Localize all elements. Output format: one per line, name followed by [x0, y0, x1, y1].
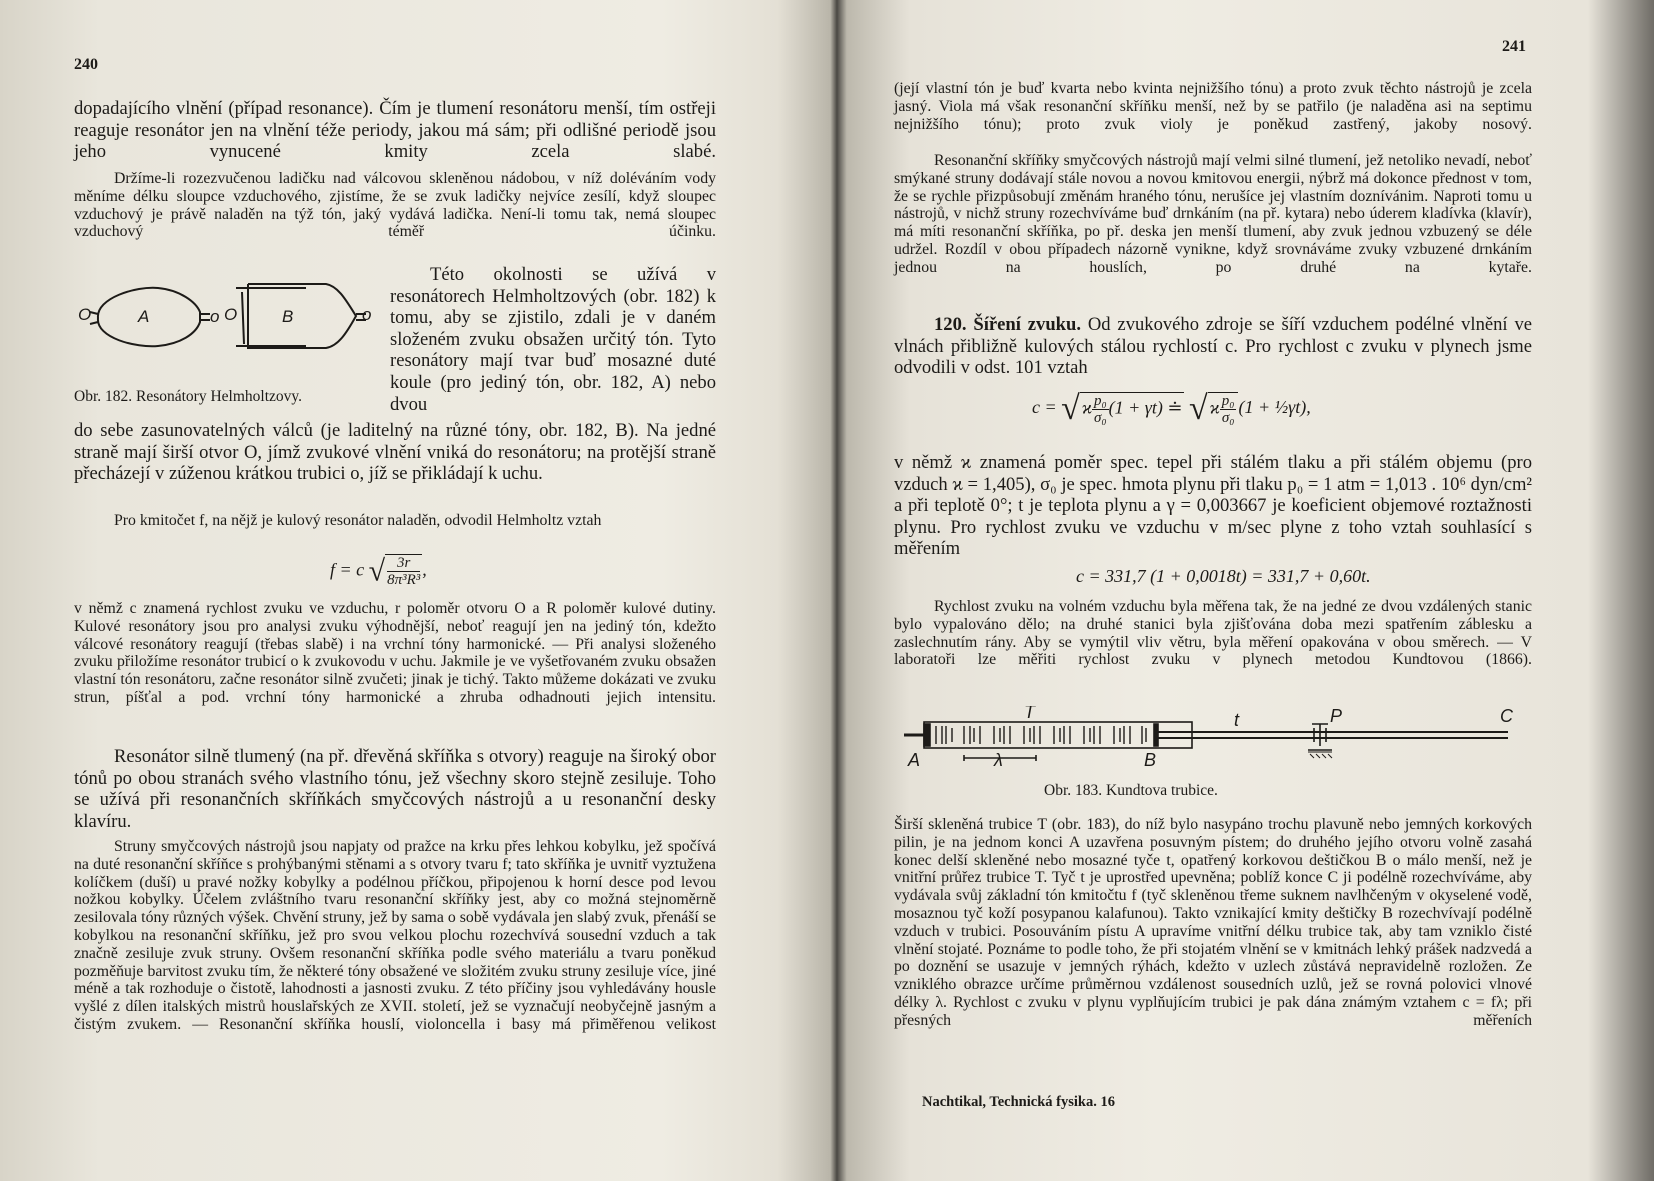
right-page: [812, 0, 1654, 1181]
label-o: o: [362, 305, 372, 324]
paragraph: Resonátor silně tlumený (na př. dřevěná skříňka s otvory) reaguje na široký obor tónů po obou stranách svého vlastního tónu, jež všechny skoro stejně zesiluje. Toho se užívá při resonančních skříňkách smyčcových nástrojů a u resonanční desky klavíru.: [74, 746, 716, 832]
sound-speed-formula: c = √ ϰ $\frac{\text{p₀}}{\text{σ₀}}(1 + \gamma t)$ ≐ √ ϰ $\frac{\text{p₀}}{\text{σ₀}} (1$ + ½γt),: [1032, 390, 1311, 427]
label-P: P: [1330, 706, 1343, 726]
paragraph: Širší skleněná trubice T (obr. 183), do níž bylo nasypáno trochu plavuně nebo jemných korkových pilin, je na jednom konci A uzavřena posuvným pístem; do druhého jejího otvoru volně zasahá konec delší skleněné nebo mosazné tyče t, opatřený korkovou deštičkou B o málo menší, než je vnitřní průřez trubice T. Tyč t je uprostřed upevněna; poblíž konce C ji podélně rozechvíváme, aby vydávala svůj základní tón kmitočtu f (tyč skleněnou třeme suknem navlhčeným v okyselené vodě, mosaznou tyč koží posypanou kalafunou). Takto vznikající kmity deštičky B rozechvívají podélně vzduch v trubici. Posouváním pístu A upravíme vnitřní délku trubice tak, aby tam vzniklo čisté vlnění stojaté. Poznáme to podle toho, že při stojatém vlnění se v kmitnách lehký prášek nadzvedá a po doznění se usazuje v jemných rýhách, kdežto v uzlech zůstává nepravidelně rozložen. Ze vzniklého obrazce určíme průměrnou vzdálenost sousedních uzlů, jež se rovná polovici vlnové délky λ. Rychlost c zvuku v plynu vyplňujícím trubici je pak dána známým vztahem c = fλ; při přesných měřeních: [894, 816, 1532, 1029]
section-paragraph: 120. Šíření zvuku. Od zvukového zdroje se šíří vzduchem podélné vlnění ve vlnách přibližně kulových stálou rychlostí c. Pro rychlost c zvuku v plynech jsme odvodili v odst. 101 vztah: [894, 314, 1532, 379]
figure-caption: Obr. 183. Kundtova trubice.: [1044, 782, 1218, 799]
paragraph: Pro kmitočet f, na nějž je kulový resonátor naladěn, odvodil Helmholtz vztah: [114, 512, 602, 529]
label-T: T: [1024, 706, 1035, 722]
disc-B: [1154, 724, 1158, 746]
label-O: O: [78, 305, 92, 324]
page-number: 241: [1502, 38, 1526, 55]
paragraph: v němž ϰ znamená poměr spec. tepel při stálém tlaku a při stálém objemu (pro vzduch ϰ = 1,405), σ₀ je spec. hmota plynu při tlaku p₀ = 1 atm = 1,013 . 10⁶ dyn/cm² a při teplotě 0°; t je teplota plynu a γ = 0,003667 je koeficient objemové roztažnosti plynu. Pro rychlost zvuku ve vzduchu v m/sec plyne z toho vztah souhlasící s měřením: [894, 452, 1532, 560]
figure-caption: Obr. 182. Resonátory Helmholtzovy.: [74, 388, 303, 405]
paragraph: Resonanční skříňky smyčcových nástrojů mají velmi silné tlumení, jež netoliko nevadí, neboť smýkané struny dodávají stále novou a novou kmitovou energii, nýbrž má dokonce přednost v tom, že se rychle přizpůsobují změnám hraného tónu, nerušíce jej vlastním doznívánim. Naproti tomu u nástrojů, v nichž struny rozechvíváme buď drnkáním (na př. kytara) nebo úderem kladívka (klavír), má míti resonanční skříňka, po př. deska jen menší tlumení, aby zvuk jednou vzbuzený se déle udržel. Rozdíl v obou případech názorně vynikne, když srovnáváme zvuky vzbuzené drnkáním jednou na houslích, po druhé na kytaře.: [894, 152, 1532, 276]
label-A: A: [908, 750, 921, 770]
piston-A: [924, 724, 930, 746]
sound-speed-air-formula: c = 331,7 (1 + 0,0018t) = 331,7 + 0,60t.: [1076, 566, 1371, 586]
paragraph: Držíme-li rozezvučenou ladičku nad válcovou skleněnou nádobou, v níž doléváním vody měníme délku sloupce vzduchového, zjistíme, že se zvuk ladičky nejvíce zesílí, když sloupec vzduchový je právě naladěn na týž tón, jaký vydává ladička. Není-li tomu tak, nemá sloupec vzduchový téměř účinku.: [74, 170, 716, 241]
paragraph: (její vlastní tón je buď kvarta nebo kvinta nejnižšího tónu) a proto zvuk těchto nástrojů je zcela jasný. Viola má však resonanční skříňku menší, než by se patřilo (je naladěna asi na septimu nejnižšího tónu); proto zvuk violy je poněkud zastřený, jakoby nosový.: [894, 80, 1532, 133]
kundt-tube-figure: [904, 706, 1522, 774]
label-B: B: [282, 307, 294, 326]
label-lambda: λ: [994, 750, 1003, 770]
paragraph: Této okolnosti se užívá v resonátorech Helmholtzových (obr. 182) k tomu, aby se zjistilo, zdali je v daném složeném zvuku obsažen určitý tón. Tyto resonátory mají tvar buď mosazné duté koule (pro jediný tón, obr. 182, A) nebo dvou: [390, 264, 716, 415]
label-O: O: [224, 305, 238, 324]
label-t: t: [1234, 710, 1240, 730]
label-C: C: [1500, 706, 1513, 726]
page-number: 240: [74, 56, 98, 73]
section-title: Šíření zvuku.: [973, 314, 1081, 335]
label-B: B: [1144, 750, 1157, 770]
paragraph: v němž c znamená rychlost zvuku ve vzduchu, r poloměr otvoru O a R poloměr kulové dutiny. Kulové resonátory jsou pro analysi zvuku výhodnější, neboť reagují jen na jediný tón, kdežto válcové resonátory reagují (třebas slabě) i na vrchní tóny harmonické. — Při analysi složeného zvuku přiložíme resonátor trubicí o k zvukovodu v uchu. Jakmile je ve vyšetřovaném zvuku obsažen vlastní tón resonátoru, začne resonátor silně zvučeti; jinak je tichý. Takto můžeme dokázati ve zvuku strun, píšťal a pod. vrchní tóny harmonické a zhruba odhadnouti jejich intensitu.: [74, 600, 716, 706]
left-page: [0, 0, 790, 1181]
label-A: A: [138, 307, 150, 326]
paragraph: do sebe zasunovatelných válců (je laditelný na různé tóny, obr. 182, B). Na jedné straně mají širší otvor O, jímž zvukové vlnění vniká do resonátoru; na protější straně přecházejí v zúženou krátkou trubici o, jíž se přikládají k uchu.: [74, 420, 716, 485]
footer-signature: Nachtikal, Technická fysika. 16: [922, 1094, 1115, 1110]
helmholtz-formula: f = c √ $\frac{3r}{\text{8π³R³}}$ ,: [330, 554, 427, 588]
label-o: o: [210, 307, 220, 326]
paragraph: dopadajícího vlnění (případ resonance). Čím je tlumení resonátoru menší, tím ostřeji reaguje resonátor jen na vlnění téže periody, jakou má sám; při odlišné periodě jsou jeho vynucené kmity zcela slabé.: [74, 98, 716, 163]
paragraph: Rychlost zvuku na volném vzduchu byla měřena tak, že na jedné ze dvou vzdálených stanic bylo vypalováno dělo; na druhé stanici byla zjišťována doba mezi spatřením záblesku a zaslechnutím rány. Aby se vymýtil vliv větru, byla měření opakována v obou směrech. — V laboratoři lze měřiti rychlost zvuku v plynech metodou Kundtovou (1866).: [894, 598, 1532, 669]
resonator-figure: [76, 278, 376, 380]
paragraph: Struny smyčcových nástrojů jsou napjaty od pražce na krku přes lehkou kobylku, jež spočívá na duté resonanční skříňce s prohýbanými stěnami a s otvory tvaru f; tato skříňka je uvnitř vyztužena kolíčkem (duší) u pravé nožky kobylky a podélnou příčkou, připojenou k horní desce pod levou nožkou kobylky. Účelem zvláštního tvaru resonanční skříňky jest, aby co možná stejnoměrně zesilovala tóny různých výšek. Chvění struny, jež by sama o sobě vydávala jen slabý zvuk, přenáší se kobylkou na resonanční skříňku, jež pro svou velkou plochu rozechvívá sousední vzduch a tak značně zesiluje zvuk struny. Ovšem resonanční skříňka podle svého materiálu a tvaru poněkud pozměňuje barvitost zvuku tím, že některé tóny obsažené ve složitém zvuku struny zesiluje více, jiné méně a tak rozhoduje o čistotě, lahodnosti a jasnosti zvuku. Z této příčiny jsou vyhledávány housle vyšlé z dílen italských mistrů houslařských ze XVII. století, jež se vyznačují neobyčejně jasným a čistým zvukem. — Resonanční skříňka houslí, violoncella i basy má přiměřenou velikost: [74, 838, 716, 1033]
section-number: 120.: [934, 314, 967, 335]
cylindrical-resonator: [242, 284, 356, 348]
